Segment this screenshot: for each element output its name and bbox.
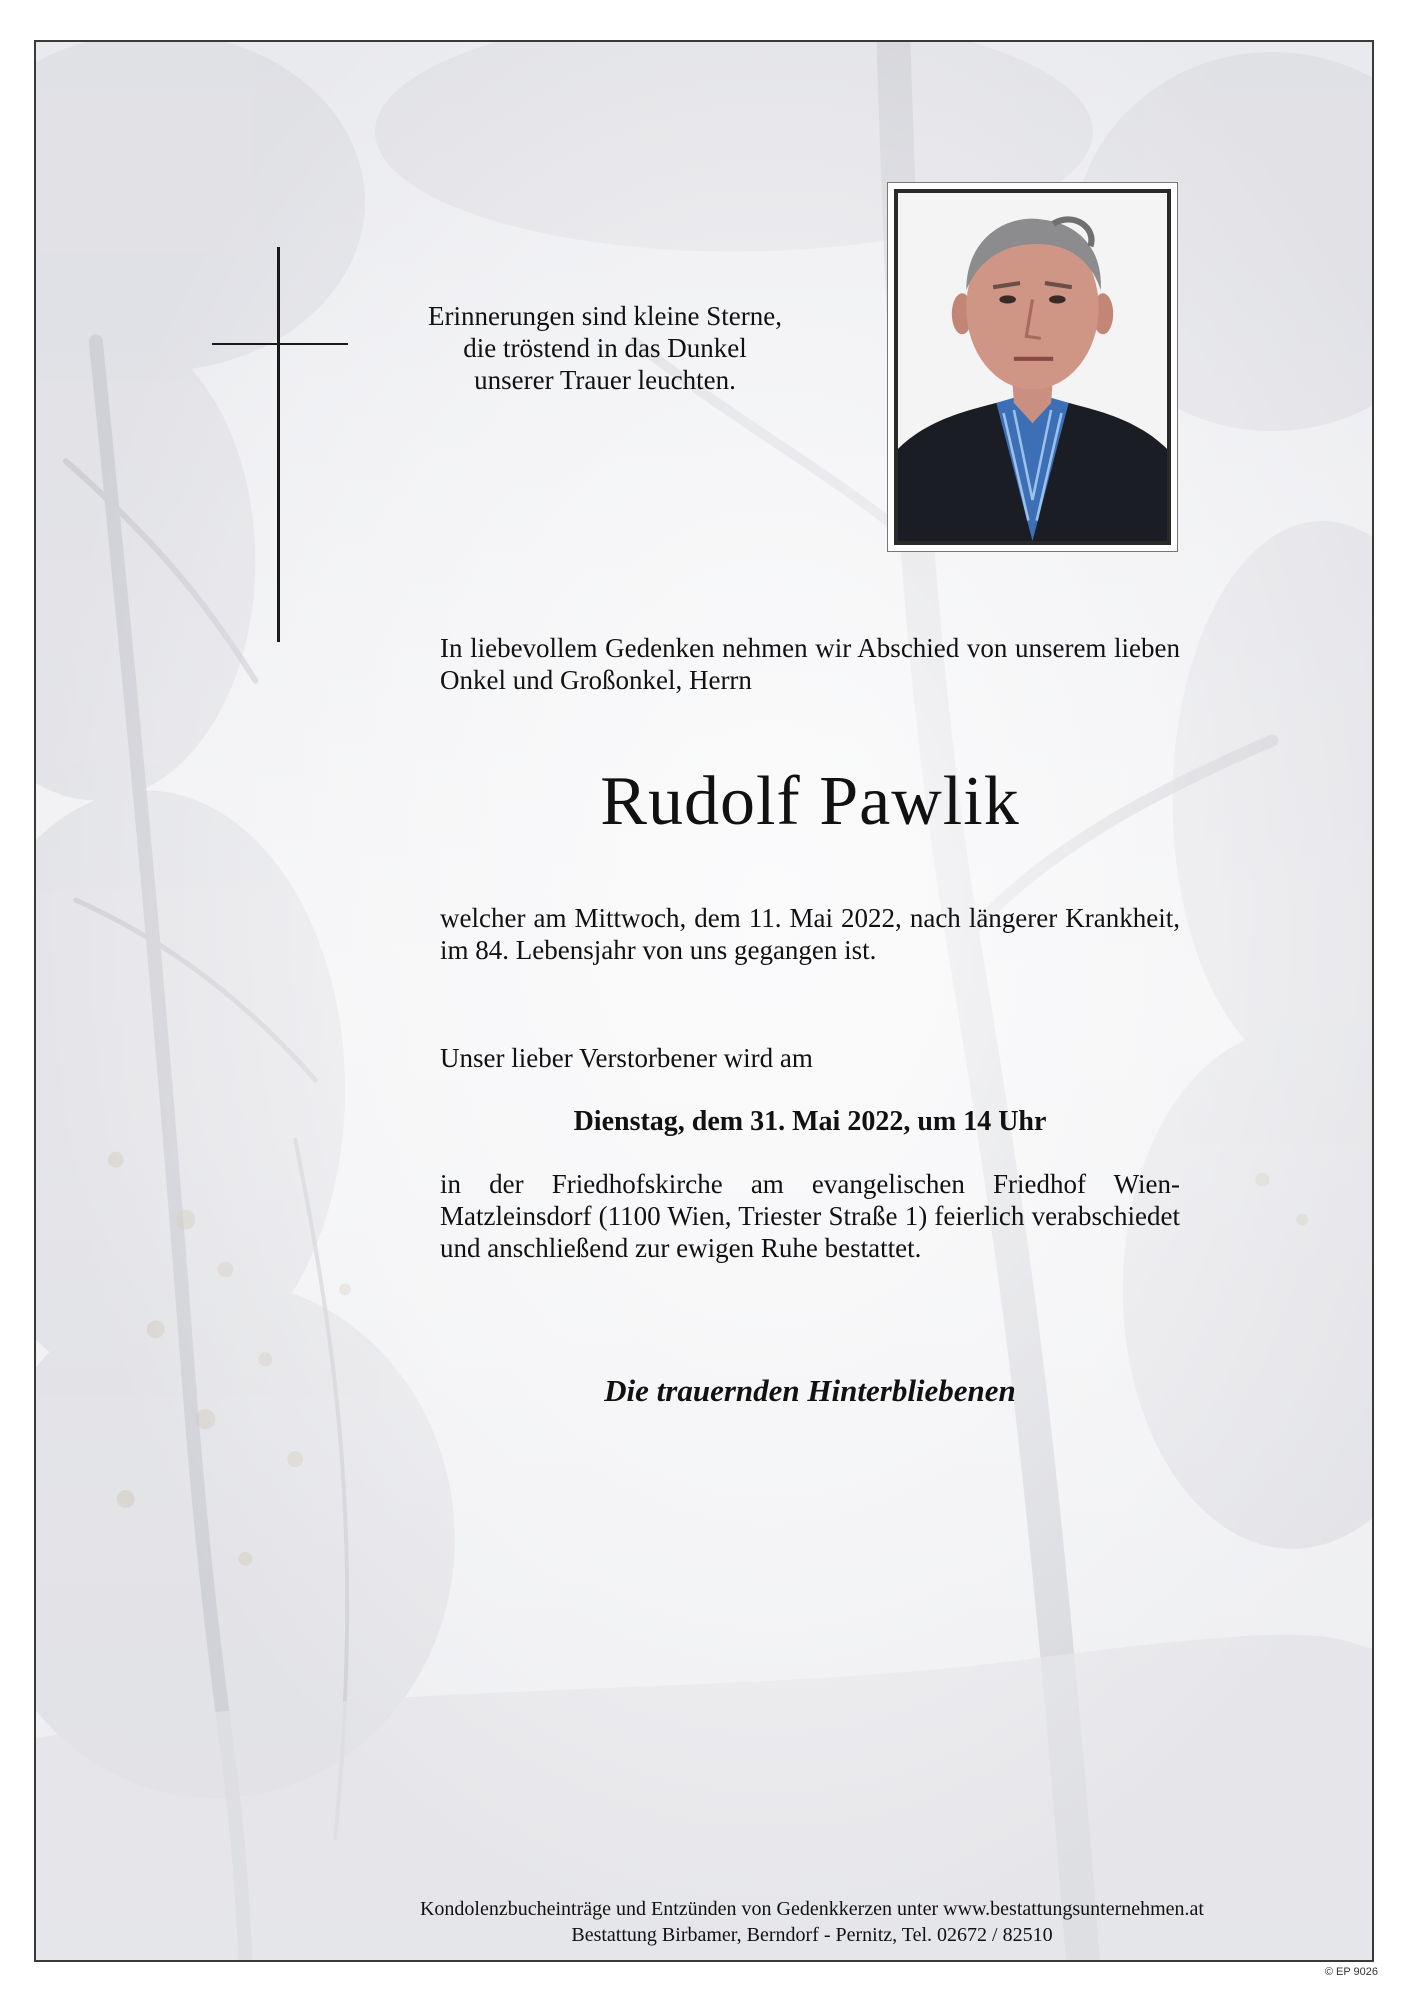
copyright-mark: © EP 9026 (1324, 1966, 1378, 1978)
portrait-photo-frame (887, 182, 1178, 552)
quote-line: unserer Trauer leuchten. (474, 365, 736, 395)
quote-line: die tröstend in das Dunkel (463, 333, 747, 363)
quote-line: Erinnerungen sind kleine Sterne, (428, 301, 782, 331)
deceased-name: Rudolf Pawlik (600, 763, 1020, 840)
portrait-photo (898, 193, 1167, 541)
death-notice-text: welcher am Mittwoch, dem 11. Mai 2022, nach längerer Krankheit, im 84. Lebensjahr von uns gegangen ist. (440, 903, 1180, 965)
service-intro-text: Unser lieber Verstorbener wird am (440, 1043, 813, 1073)
footer (250, 1896, 1374, 1948)
footer-funeral-home-line: Bestattung Birbamer, Berndorf - Pernitz, Tel. 02672 / 82510 (571, 1924, 1053, 1946)
service-place-text: in der Friedhofskirche am evangelischen Friedhof Wien-Matzleinsdorf (1100 Wien, Triester Straße 1) feierlich verabschiedet und anschließend zur ewigen Ruhe bestattet. (440, 1169, 1180, 1263)
cross-icon (212, 247, 352, 642)
service-date: Dienstag, dem 31. Mai 2022, um 14 Uhr (573, 1106, 1047, 1137)
footer-condolence-line: Kondolenzbucheinträge und Entzünden von Gedenkkerzen unter www.bestattungsunternehmen.at (419, 1898, 1204, 1920)
bereaved-signature: Die trauernden Hinterbliebenen (604, 1373, 1016, 1408)
memorial-quote (380, 300, 830, 396)
intro-text: In liebevollem Gedenken nehmen wir Abschied von unserem lieben Onkel und Großonkel, Herrn (440, 633, 1180, 695)
